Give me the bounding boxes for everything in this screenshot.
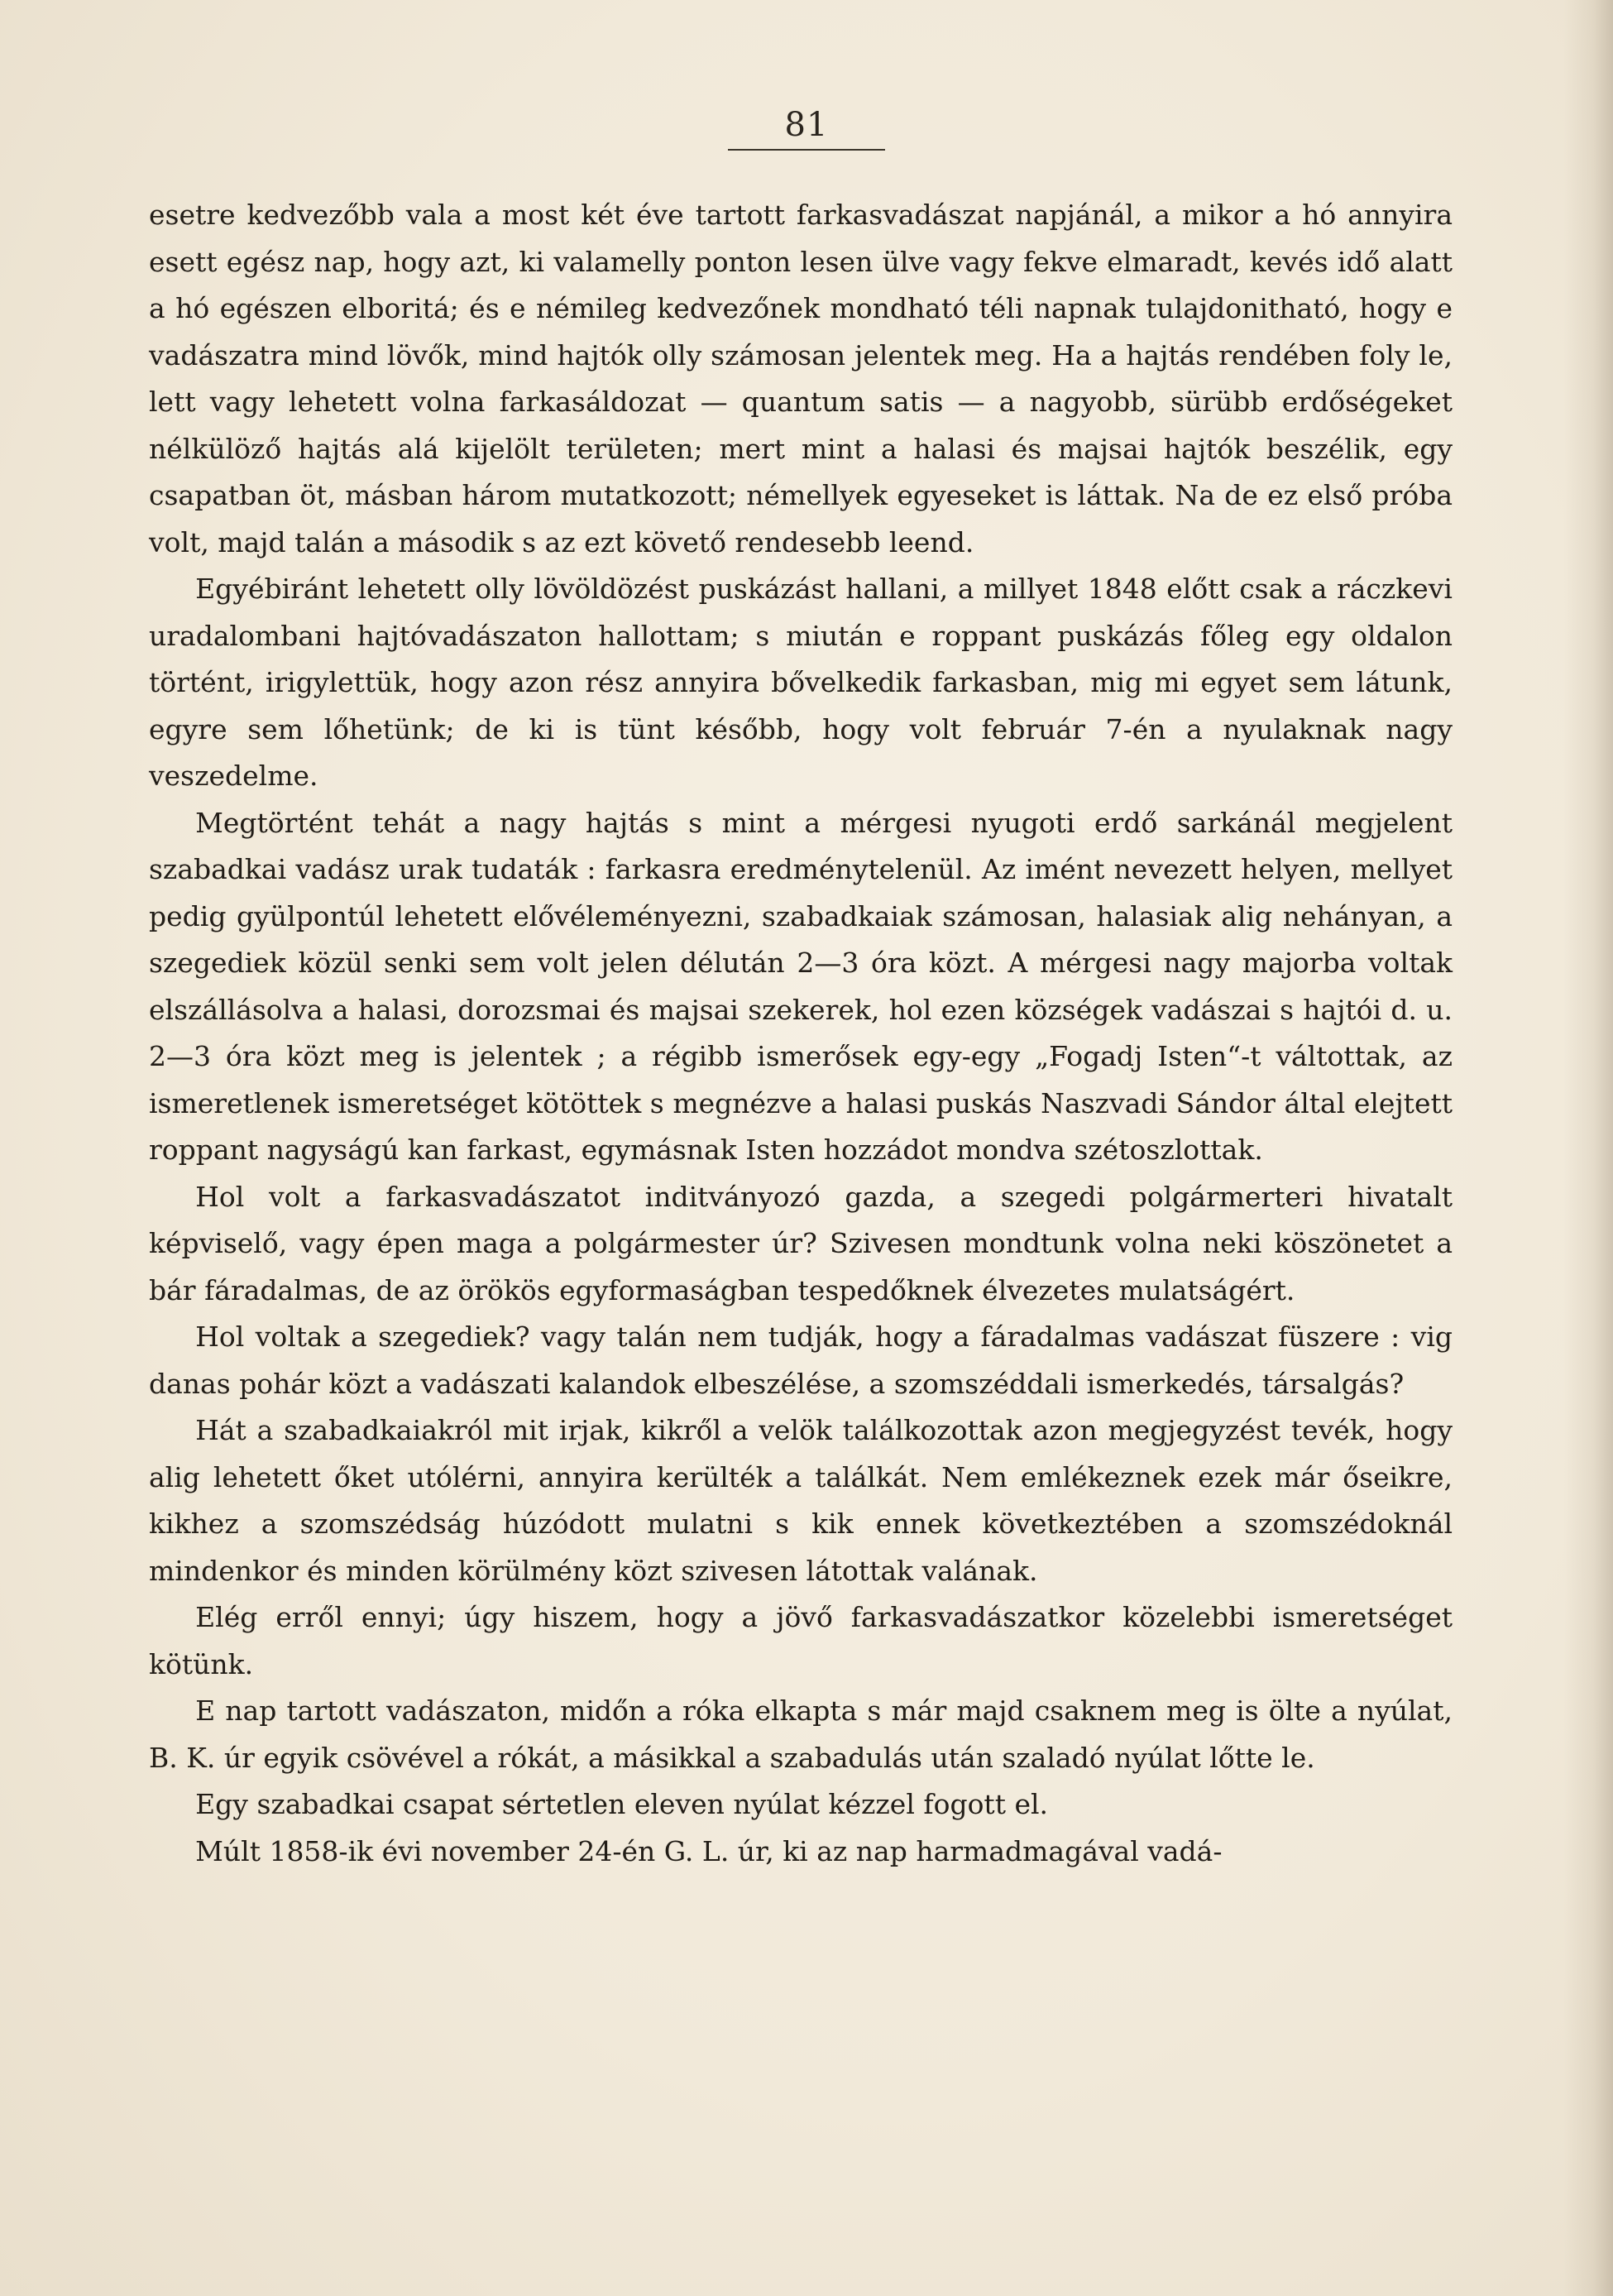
body-text bbox=[149, 192, 1453, 1875]
paragraph: esetre kedvezőbb vala a most két éve tartott farkasvadászat napjánál, a mikor a hó annyira esett egész nap, hogy azt, ki valamelly ponton lesen ülve vagy fekve elmaradt, kevés idő alatt a hó egészen elboritá; és e némileg kedvezőnek mondható téli napnak tulajdonitható, hogy e vadászatra mind lövők, mind hajtók olly számosan jelentek meg. Ha a hajtás rendében foly le, lett vagy lehetett volna farkasáldozat — quantum satis — a nagyobb, sürübb erdőségeket nélkülöző hajtás alá kijelölt területen; mert mint a halasi és majsai hajtók beszélik, egy csapatban öt, másban három mutatkozott; némellyek egyeseket is láttak. Na de ez első próba volt, majd talán a második s az ezt követő rendesebb leend. bbox=[149, 199, 1453, 558]
paragraph: Elég erről ennyi; úgy hiszem, hogy a jövő farkasvadászatkor közelebbi ismeretséget kötünk. bbox=[149, 1601, 1453, 1680]
page-number: 81 bbox=[784, 106, 829, 144]
paragraph: Múlt 1858-ik évi november 24-én G. L. úr, ki az nap harmadmagával vadá- bbox=[195, 1834, 1223, 1867]
paragraph: Megtörtént tehát a nagy hajtás s mint a mérgesi nyugoti erdő sarkánál megjelent szabadkai vadász urak tudaták : farkasra eredménytelenül. Az imént nevezett helyen, mellyet pedig gyülpontúl lehetett elővéleményezni, szabadkaiak számosan, halasiak alig nehányan, a szegediek közül senki sem volt jelen délután 2—3 óra közt. A mérgesi nagy majorba voltak elszállásolva a halasi, dorozsmai és majsai szekerek, hol ezen községek vadászai s hajtói d. u. 2—3 óra közt meg is jelentek ; a régibb ismerősek egy-egy „Fogadj Isten“-t váltottak, az ismeretlenek ismeretséget kötöttek s megnézve a halasi puskás Naszvadi Sándor által elejtett roppant nagyságú kan farkast, egymásnak Isten hozzádot mondva szétoszlottak. bbox=[149, 806, 1453, 1166]
header-rule bbox=[728, 149, 885, 151]
paragraph: Hol volt a farkasvadászatot inditványozó gazda, a szegedi polgármerteri hivatalt képviselő, vagy épen maga a polgármester úr? Szivesen mondtunk volna neki köszönetet a bár fáradalmas, de az örökös egyformaságban tespedőknek élvezetes mulatságért. bbox=[149, 1180, 1453, 1306]
paragraph: Hol voltak a szegediek? vagy talán nem tudják, hogy a fáradalmas vadászat füszere : vig danas pohár közt a vadászati kalandok elbeszélése, a szomszéddali ismerkedés, társalgás? bbox=[149, 1321, 1453, 1400]
spine-shadow bbox=[1563, 0, 1613, 2296]
paragraph: Egy szabadkai csapat sértetlen eleven nyúlat kézzel fogott el. bbox=[195, 1788, 1049, 1820]
paragraph: E nap tartott vadászaton, midőn a róka elkapta s már majd csaknem meg is ölte a nyúlat, B. K. úr egyik csövével a rókát, a másikkal a szabadulás után szaladó nyúlat lőtte le. bbox=[149, 1694, 1453, 1774]
paragraph: Egyébiránt lehetett olly lövöldözést puskázást hallani, a millyet 1848 előtt csak a ráczkevi uradalombani hajtóvadászaton hallottam; s miután e roppant puskázás főleg egy oldalon történt, irigylettük, hogy azon rész annyira bővelkedik farkasban, mig mi egyet sem látunk, egyre sem lőhetünk; de ki is tünt később, hogy volt február 7-én a nyulaknak nagy veszedelme. bbox=[149, 573, 1453, 792]
paragraph: Hát a szabadkaiakról mit irjak, kikről a velök találkozottak azon megjegyzést tevék, hogy alig lehetett őket utólérni, annyira kerülték a találkát. Nem emlékeznek ezek már őseikre, kikhez a szomszédság húzódott mulatni s kik ennek következtében a szomszédoknál mindenkor és minden körülmény közt szivesen látottak valának. bbox=[149, 1414, 1453, 1587]
